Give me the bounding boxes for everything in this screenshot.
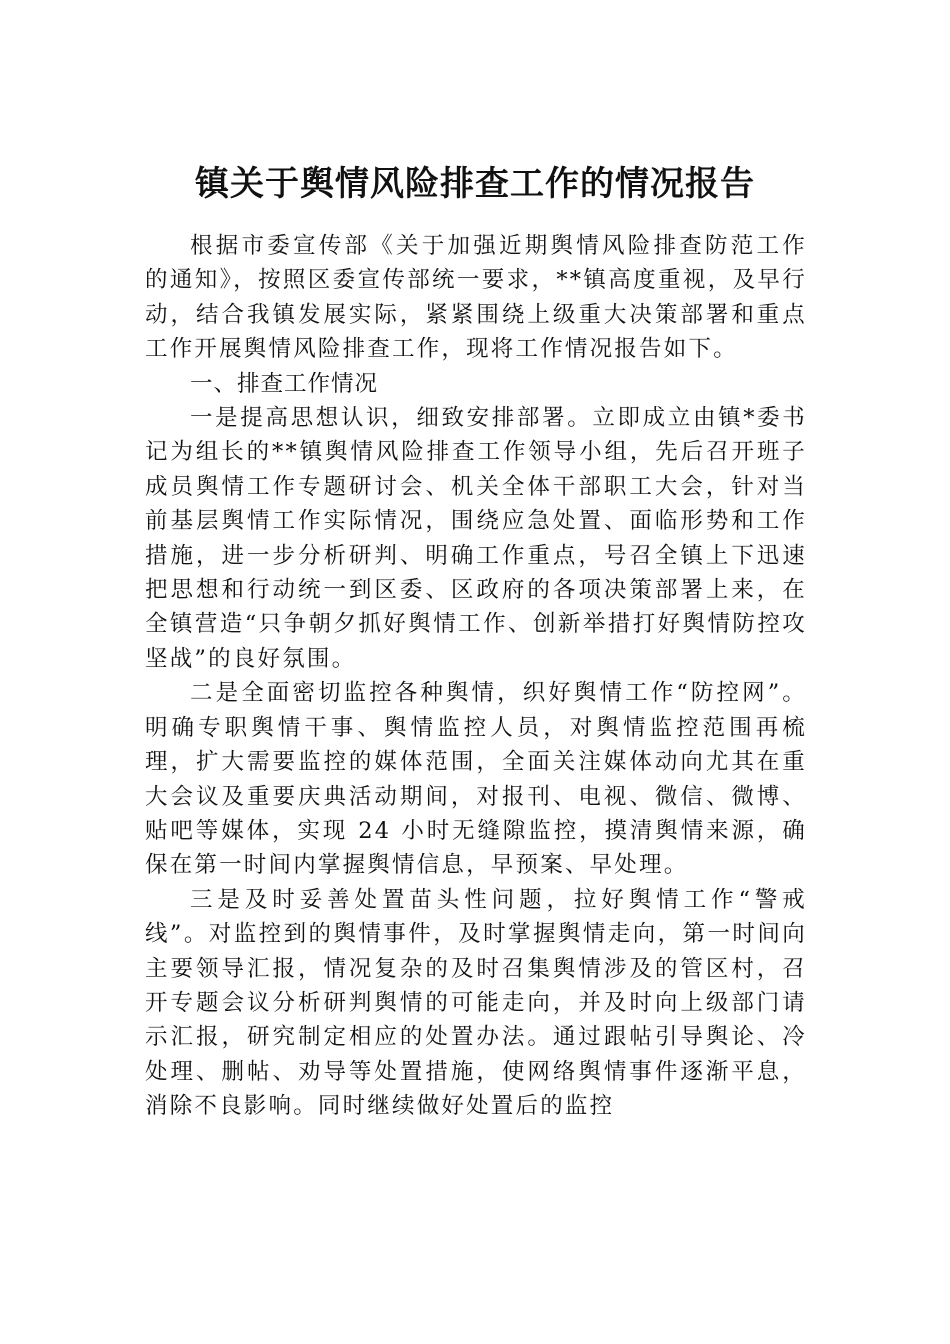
document-body xyxy=(145,229,807,1124)
paragraph-point-one: 一是提高思想认识，细致安排部署。立即成立由镇*委书记为组长的**镇舆情风险排查工作领导小组，先后召开班子成员舆情工作专题研讨会、机关全体干部职工大会，针对当前基层舆情工作实际情况，围绕应急处置、面临形势和工作措施，进一步分析研判、明确工作重点，号召全镇上下迅速把思想和行动统一到区委、区政府的各项决策部署上来，在全镇营造“只争朝夕抓好舆情工作、创新举措打好舆情防控攻坚战”的良好氛围。 xyxy=(145,405,807,672)
paragraph-intro: 根据市委宣传部《关于加强近期舆情风险排查防范工作的通知》，按照区委宣传部统一要求，**镇高度重视，及早行动，结合我镇发展实际，紧紧围绕上级重大决策部署和重点工作开展舆情风险排查工作，现将工作情况报告如下。 xyxy=(145,233,807,363)
document-title: 镇关于舆情风险排查工作的情况报告 xyxy=(195,164,755,204)
section-heading: 一、排查工作情况 xyxy=(190,370,379,397)
paragraph-point-three: 三是及时妥善处置苗头性问题，拉好舆情工作“警戒线”。对监控到的舆情事件，及时掌握舆情走向，第一时间向主要领导汇报，情况复杂的及时召集舆情涉及的管区村，召开专题会议分析研判舆情的可能走向，并及时向上级部门请示汇报，研究制定相应的处置办法。通过跟帖引导舆论、冷处理、删帖、劝导等处置措施，使网络舆情事件逐渐平息，消除不良影响。同时继续做好处置后的监控 xyxy=(145,886,807,1120)
paragraph-point-two: 二是全面密切监控各种舆情，织好舆情工作“防控网”。明确专职舆情干事、舆情监控人员，对舆情监控范围再梳理，扩大需要监控的媒体范围，全面关注媒体动向尤其在重大会议及重要庆典活动期间，对报刊、电视、微信、微博、贴吧等媒体，实现 24 小时无缝隙监控，摸清舆情来源，确保在第一时间内掌握舆情信息，早预案、早处理。 xyxy=(145,680,807,879)
